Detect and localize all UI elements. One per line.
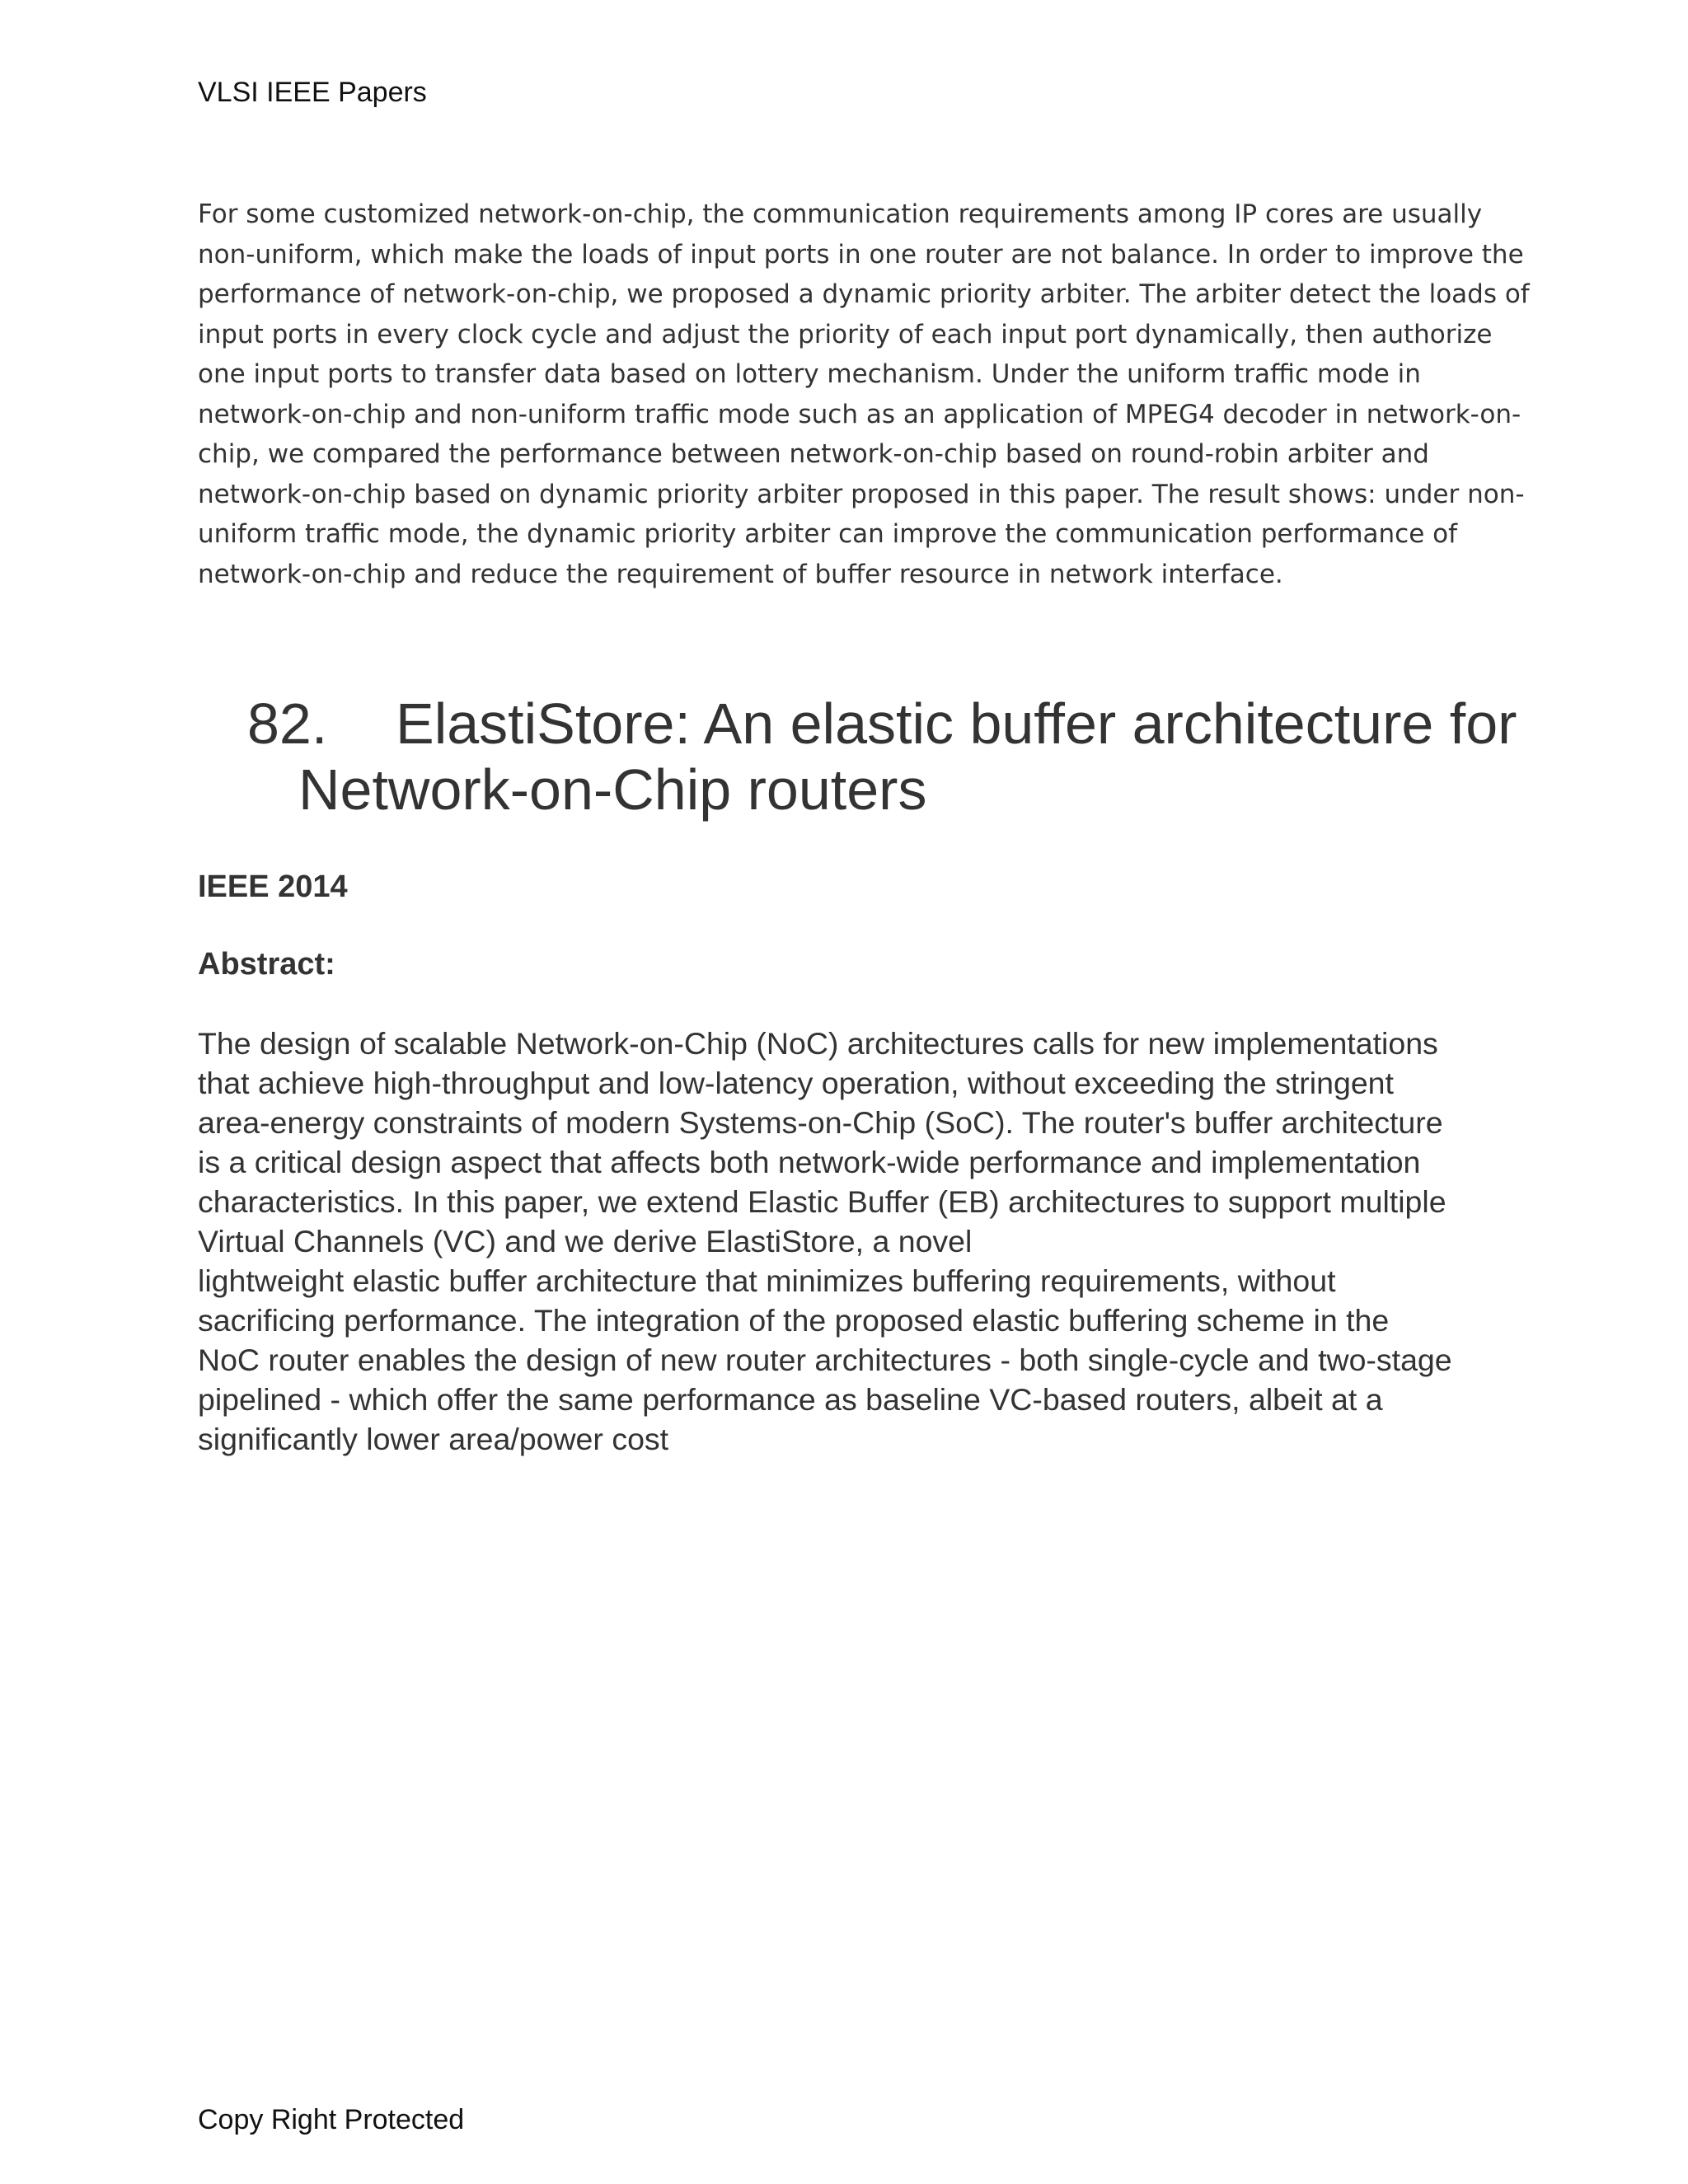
text-line: For some customized network-on-chip, the communication requirements among IP cores are usually: [198, 199, 1483, 229]
abstract-line: lightweight elastic buffer architecture that minimizes buffering requirements, without: [198, 1263, 1336, 1298]
paper-year: IEEE 2014: [198, 869, 348, 904]
abstract-line: NoC router enables the design of new router architectures - both single-cycle and two-stage: [198, 1343, 1452, 1377]
previous-abstract-text: [198, 194, 1530, 594]
abstract-line: Virtual Channels (VC) and we derive ElastiStore, a novel: [198, 1224, 973, 1258]
abstract-line: sacrificing performance. The integration of the proposed elastic buffering scheme in the: [198, 1303, 1390, 1338]
paper-title-line-2: Network-on-Chip routers: [298, 757, 927, 822]
paper-title-text-1: ElastiStore: An elastic buffer architecture for: [396, 691, 1517, 756]
abstract-line: that achieve high-throughput and low-latency operation, without exceeding the stringent: [198, 1066, 1394, 1100]
text-line: one input ports to transfer data based on lottery mechanism. Under the uniform traffic mode in: [198, 359, 1421, 389]
abstract-line: is a critical design aspect that affects both network-wide performance and implementation: [198, 1145, 1421, 1179]
text-line: input ports in every clock cycle and adjust the priority of each input port dynamically, then authorize: [198, 319, 1493, 349]
text-line: network-on-chip and reduce the requirement of buffer resource in network interface.: [198, 559, 1283, 589]
abstract-line: area-energy constraints of modern Systems-on-Chip (SoC). The router's buffer architecture: [198, 1105, 1443, 1140]
abstract-line: significantly lower area/power cost: [198, 1422, 669, 1456]
abstract-body: [198, 1024, 1533, 1459]
abstract-line: The design of scalable Network-on-Chip (NoC) architectures calls for new implementations: [198, 1026, 1438, 1061]
text-line: uniform traffic mode, the dynamic priority arbiter can improve the communication performance of: [198, 519, 1458, 549]
page-header: VLSI IEEE Papers: [198, 77, 427, 108]
abstract-label: Abstract:: [198, 947, 335, 982]
text-line: chip, we compared the performance between network-on-chip based on round-robin arbiter and: [198, 439, 1429, 469]
paper-title-heading: [247, 691, 1533, 823]
page-footer: Copy Right Protected: [198, 2104, 465, 2135]
text-line: non-uniform, which make the loads of input ports in one router are not balance. In order to improve the: [198, 239, 1524, 269]
paper-number: 82.: [247, 691, 328, 756]
abstract-line: pipelined - which offer the same performance as baseline VC-based routers, albeit at a: [198, 1382, 1383, 1417]
paper-title-line-1: [247, 691, 1533, 757]
abstract-line: characteristics. In this paper, we extend Elastic Buffer (EB) architectures to support multiple: [198, 1184, 1447, 1219]
text-line: network-on-chip based on dynamic priority arbiter proposed in this paper. The result shows: under non-: [198, 479, 1525, 509]
text-line: performance of network-on-chip, we proposed a dynamic priority arbiter. The arbiter detect the loads of: [198, 279, 1530, 309]
text-line: network-on-chip and non-uniform traffic mode such as an application of MPEG4 decoder in network-on-: [198, 399, 1522, 429]
